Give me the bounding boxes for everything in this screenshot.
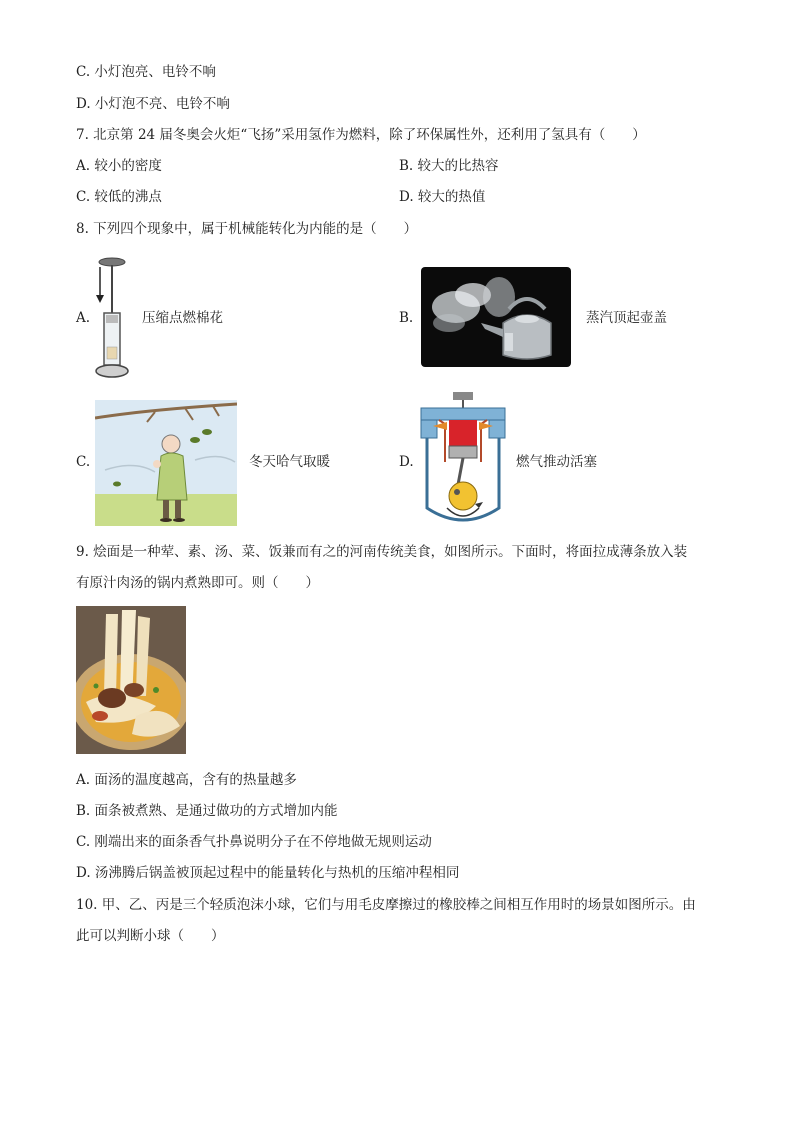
q8-option-c-caption: 冬天哈气取暖 xyxy=(249,454,330,470)
q9-option-d: D. 汤沸腾后锅盖被顶起过程中的能量转化与热机的压缩冲程相同 xyxy=(76,865,460,881)
q8-option-b-caption: 蒸汽顶起壶盖 xyxy=(586,310,667,326)
q7-option-d: D. 较大的热值 xyxy=(399,189,486,205)
q8-option-d-caption: 燃气推动活塞 xyxy=(516,454,597,470)
man-breathing-hands-icon xyxy=(95,400,237,526)
noodle-soup-photo-icon xyxy=(76,606,186,754)
q8-stem: 8. 下列四个现象中，属于机械能转化为内能的是（ ） xyxy=(76,221,418,237)
q10-stem-line2: 此可以判断小球（ ） xyxy=(76,928,225,944)
q7-option-b: B. 较大的比热容 xyxy=(399,158,499,174)
engine-cylinder-icon xyxy=(417,390,509,530)
q8-option-b-letter: B. xyxy=(399,310,414,326)
q6-option-c: C. 小灯泡亮、电铃不响 xyxy=(76,64,216,80)
q10-stem-line1: 10. 甲、乙、丙是三个轻质泡沫小球，它们与用毛皮摩擦过的橡胶棒之间相互作用时的场景如图所示。由 xyxy=(76,897,696,913)
compression-tube-icon xyxy=(92,255,134,383)
q8-option-a-caption: 压缩点燃棉花 xyxy=(142,310,223,326)
q9-option-a: A. 面汤的温度越高，含有的热量越多 xyxy=(76,772,297,788)
q9-option-b: B. 面条被煮熟、是通过做功的方式增加内能 xyxy=(76,803,338,819)
q7-stem: 7. 北京第 24 届冬奥会火炬“飞扬”采用氢作为燃料，除了环保属性外，还利用了氢具有（ ） xyxy=(76,127,646,143)
q7-option-c: C. 较低的沸点 xyxy=(76,189,162,205)
q8-option-a-letter: A. xyxy=(76,310,91,326)
q7-option-a: A. 较小的密度 xyxy=(76,158,162,174)
q6-option-d: D. 小灯泡不亮、电铃不响 xyxy=(76,96,230,112)
q9-stem-line2: 有原汁肉汤的锅内煮熟即可。则（ ） xyxy=(76,575,319,591)
q8-option-c-letter: C. xyxy=(76,454,91,470)
steaming-kettle-icon xyxy=(421,267,571,367)
q9-stem-line1: 9. 烩面是一种荤、素、汤、菜、饭兼而有之的河南传统美食，如图所示。下面时，将面拉成薄条放入装 xyxy=(76,544,688,560)
q8-option-d-letter: D. xyxy=(399,454,414,470)
q9-option-c: C. 刚端出来的面条香气扑鼻说明分子在不停地做无规则运动 xyxy=(76,834,432,850)
